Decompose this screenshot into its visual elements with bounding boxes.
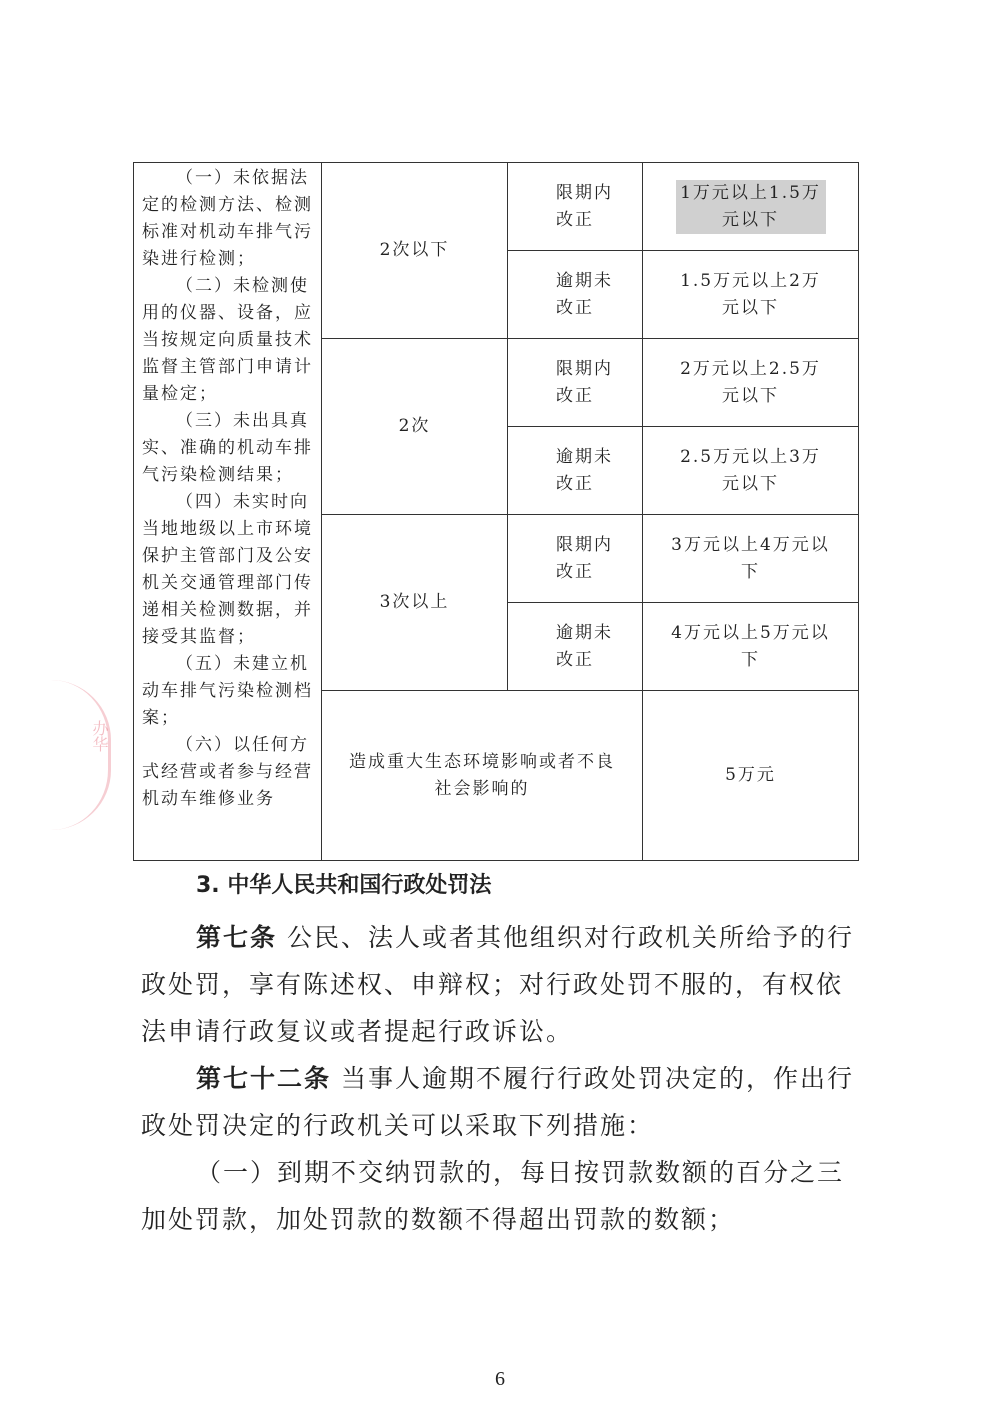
status-cell: 限期内改正: [508, 339, 643, 427]
section-heading: 3. 中华人民共和国行政处罚法: [196, 873, 492, 898]
fine-cell: 1.5万元以上2万元以下: [643, 251, 859, 339]
status-cell: 逾期未改正: [508, 427, 643, 515]
fine-cell: 3万元以上4万元以下: [643, 515, 859, 603]
clause-1: （一）到期不交纳罚款的，每日按罚款数额的百分之三加处罚款，加处罚款的数额不得超出罚款的数额；: [141, 1158, 845, 1234]
severe-fine-cell: 5万元: [643, 691, 859, 861]
article-7: [141, 914, 866, 1055]
fine-cell: 2.5万元以上3万元以下: [643, 427, 859, 515]
fine-cell: 4万元以上5万元以下: [643, 603, 859, 691]
fine-cell: 2万元以上2.5万元以下: [643, 339, 859, 427]
penalty-table: [133, 162, 859, 861]
article-72: [141, 1055, 866, 1243]
condition-item: （四）未实时向当地地级以上市环境保护主管部门及公安机关交通管理部门传递相关检测数据，并接受其监督；: [142, 492, 313, 647]
highlighted-fine: 1万元以上1.5万元以下: [676, 180, 826, 234]
fine-cell: [643, 163, 859, 251]
violation-conditions-cell: [134, 163, 322, 861]
count-cell: 2次: [322, 339, 508, 515]
red-seal-stamp: 办华: [38, 680, 111, 830]
severe-condition-cell: 造成重大生态环境影响或者不良社会影响的: [322, 691, 643, 861]
condition-item: （一）未依据法定的检测方法、检测标准对机动车排气污染进行检测；: [142, 168, 313, 269]
condition-item: （三）未出具真实、准确的机动车排气污染检测结果；: [142, 411, 313, 485]
count-cell: 3次以上: [322, 515, 508, 691]
status-cell: 限期内改正: [508, 515, 643, 603]
page-number: 6: [495, 1368, 505, 1390]
condition-item: （五）未建立机动车排气污染检测档案；: [142, 654, 313, 728]
status-cell: 逾期未改正: [508, 251, 643, 339]
article-text: 当事人逾期不履行行政处罚决定的，作出行政处罚决定的行政机关可以采取下列措施：: [141, 1064, 854, 1140]
article-label: 第七十二条: [196, 1064, 332, 1093]
condition-item: （六）以任何方式经营或者参与经营机动车维修业务: [142, 735, 313, 809]
article-label: 第七条: [196, 923, 278, 952]
article-text: 公民、法人或者其他组织对行政机关所给予的行政处罚，享有陈述权、申辩权；对行政处罚不服的，有权依法申请行政复议或者提起行政诉讼。: [141, 923, 854, 1046]
count-cell: 2次以下: [322, 163, 508, 339]
condition-item: （二）未检测使用的仪器、设备，应当按规定向质量技术监督主管部门申请计量检定；: [142, 276, 313, 404]
status-cell: 限期内改正: [508, 163, 643, 251]
status-cell: 逾期未改正: [508, 603, 643, 691]
